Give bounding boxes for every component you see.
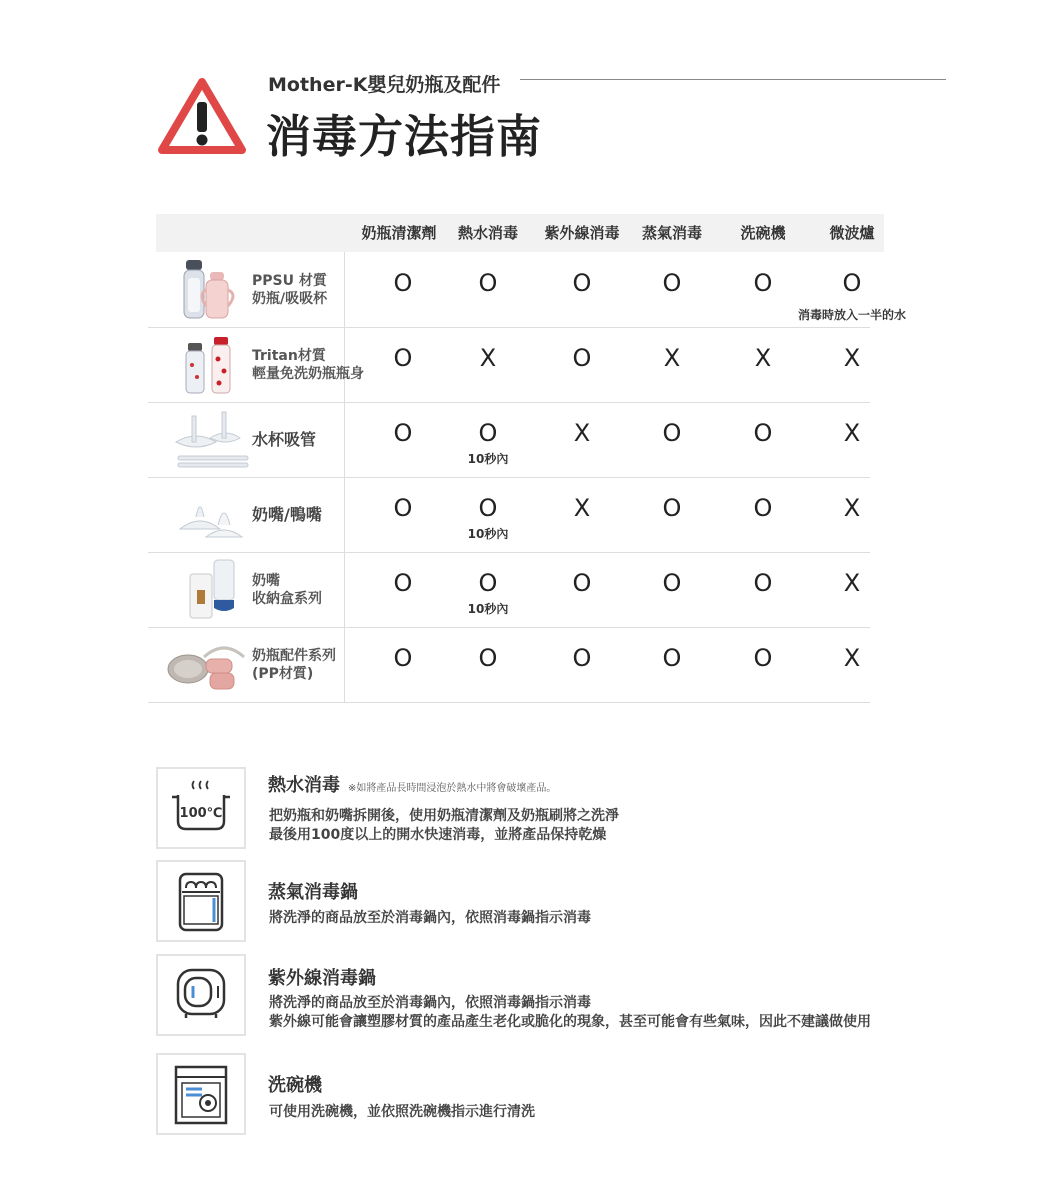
table-row <box>148 402 870 478</box>
product-subname: (PP材質) <box>252 665 314 682</box>
mark-cell <box>718 327 808 402</box>
mark-cell <box>537 552 627 627</box>
mark: O <box>753 569 773 597</box>
mark-cell <box>807 627 897 702</box>
accessories-icon <box>166 633 250 695</box>
mark-cell <box>718 552 808 627</box>
method-title-text: 熱水消毒 <box>268 775 340 796</box>
mark-cell <box>627 402 717 477</box>
column-header-steam: 蒸氣消毒 <box>641 224 702 242</box>
page-subtitle: Mother-K嬰兒奶瓶及配件 <box>268 74 501 96</box>
mark: X <box>573 419 591 447</box>
method-description: 把奶瓶和奶嘴拆開後，使用奶瓶清潔劑及奶瓶刷將之洗淨 <box>269 808 619 824</box>
tritan-bottles-icon <box>166 333 250 395</box>
product-name: 奶瓶配件系列 <box>252 647 336 664</box>
product-name: Tritan材質 <box>252 347 326 364</box>
mark-cell <box>443 477 533 552</box>
mark: X <box>843 419 861 447</box>
method-icon-box <box>156 1053 246 1135</box>
microwave-note: 消毒時放入一半的水 <box>797 308 906 322</box>
mark-cell <box>443 252 533 327</box>
method-icon-box <box>156 860 246 942</box>
mark-cell <box>358 627 448 702</box>
mark: O <box>393 344 413 372</box>
mark-cell <box>627 252 717 327</box>
column-header-dishwasher: 洗碗機 <box>740 224 786 242</box>
method-title: 紫外線消毒鍋 <box>268 968 376 989</box>
mark: X <box>754 344 772 372</box>
mark: O <box>393 569 413 597</box>
mark-cell <box>627 327 717 402</box>
page-title: 消毒方法指南 <box>266 110 543 163</box>
mark: O <box>753 269 773 297</box>
dishwasher-icon <box>158 1055 244 1135</box>
pot-temperature-label: 100℃ <box>179 806 223 821</box>
table-row <box>148 327 870 403</box>
mark: O <box>478 269 498 297</box>
mark: X <box>663 344 681 372</box>
mark: O <box>572 344 592 372</box>
product-label <box>252 627 336 702</box>
hot-water-pot-icon <box>158 769 244 847</box>
product-subname: 輕量免洗奶瓶瓶身 <box>252 365 364 382</box>
method-title <box>268 771 556 797</box>
method-description: 最後用100度以上的開水快速消毒，並將產品保持乾燥 <box>269 827 607 843</box>
method-title: 洗碗機 <box>268 1075 322 1096</box>
mark-cell <box>358 402 448 477</box>
mark: O <box>662 569 682 597</box>
mark-cell <box>443 627 533 702</box>
mark-cell <box>358 327 448 402</box>
mark-cell <box>807 552 897 627</box>
mark-cell <box>358 552 448 627</box>
mark-cell <box>358 252 448 327</box>
mark: O <box>753 644 773 672</box>
product-name: 奶嘴 <box>252 572 280 589</box>
mark-cell <box>537 402 627 477</box>
mark-cell <box>537 477 627 552</box>
column-header-uv: 紫外線消毒 <box>544 224 620 242</box>
mark-cell <box>627 627 717 702</box>
mark: O <box>753 419 773 447</box>
straw-icon <box>166 408 250 470</box>
mark: O <box>572 269 592 297</box>
table-row <box>148 252 906 328</box>
mark: O <box>662 494 682 522</box>
table-row <box>148 552 870 628</box>
product-subname: 奶瓶/吸吸杯 <box>252 290 328 307</box>
mark-cell <box>797 252 906 327</box>
page-header <box>0 0 1040 180</box>
mark: O <box>478 644 498 672</box>
mark-cell <box>627 477 717 552</box>
hot-water-note: 10秒內 <box>467 527 509 541</box>
method-description: 將洗淨的商品放至於消毒鍋內，依照消毒鍋指示消毒 <box>269 995 591 1011</box>
method-icon-box <box>156 954 246 1036</box>
hot-water-note: 10秒內 <box>467 452 509 466</box>
column-header-microwave: 微波爐 <box>829 224 875 242</box>
product-name: 水杯吸管 <box>252 429 317 449</box>
mark: O <box>842 269 862 297</box>
product-label <box>252 477 322 552</box>
mark: O <box>478 569 498 597</box>
nipple-icon <box>166 483 250 545</box>
product-name: 奶嘴/鴨嘴 <box>252 504 322 524</box>
mark: O <box>478 494 498 522</box>
mark-cell <box>807 327 897 402</box>
product-name: PPSU 材質 <box>252 272 327 289</box>
method-description: 可使用洗碗機，並依照洗碗機指示進行清洗 <box>269 1104 535 1120</box>
mark: O <box>753 494 773 522</box>
method-title-note: ※如將產品長時間浸泡於熱水中將會破壞產品。 <box>348 783 557 794</box>
product-label <box>252 402 316 477</box>
mark: X <box>843 569 861 597</box>
mark: O <box>572 569 592 597</box>
hot-water-note: 10秒內 <box>467 602 509 616</box>
column-header-hot-water: 熱水消毒 <box>457 224 518 242</box>
mark-cell <box>443 327 533 402</box>
mark-cell <box>358 477 448 552</box>
product-label <box>252 252 327 327</box>
mark-cell <box>627 552 717 627</box>
warning-triangle-icon <box>156 76 248 158</box>
table-header <box>156 214 884 252</box>
mark-cell <box>443 402 533 477</box>
mark-cell <box>807 477 897 552</box>
mark: O <box>393 419 413 447</box>
mark: X <box>843 644 861 672</box>
mark: X <box>843 494 861 522</box>
mark-cell <box>718 627 808 702</box>
mark: O <box>662 419 682 447</box>
table-row <box>148 627 870 703</box>
mark: X <box>843 344 861 372</box>
mark: O <box>662 269 682 297</box>
table-row <box>148 477 870 553</box>
product-label <box>252 327 364 402</box>
product-label <box>252 552 322 627</box>
mark-cell <box>537 252 627 327</box>
mark: O <box>393 494 413 522</box>
product-subname: 收納盒系列 <box>252 590 322 607</box>
mark: X <box>573 494 591 522</box>
header-rule <box>520 79 946 80</box>
mark: O <box>393 644 413 672</box>
column-header-cleanser: 奶瓶清潔劑 <box>361 224 437 242</box>
method-icon-box <box>156 767 246 849</box>
mark: O <box>662 644 682 672</box>
mark-cell <box>807 402 897 477</box>
mark-cell <box>718 477 808 552</box>
mark-cell <box>537 327 627 402</box>
mark: X <box>479 344 497 372</box>
mark: O <box>478 419 498 447</box>
method-title: 蒸氣消毒鍋 <box>268 882 358 903</box>
method-description: 紫外線可能會讓塑膠材質的產品產生老化或脆化的現象，甚至可能會有些氣味，因此不建議做使用 <box>269 1014 871 1030</box>
mark-cell <box>443 552 533 627</box>
uv-sterilizer-icon <box>158 956 244 1034</box>
mark-cell <box>718 402 808 477</box>
mark: O <box>572 644 592 672</box>
mark: O <box>393 269 413 297</box>
mark-cell <box>537 627 627 702</box>
steam-sterilizer-icon <box>158 862 244 940</box>
storage-box-icon <box>166 558 250 620</box>
bottles-icon <box>166 258 250 320</box>
method-description: 將洗淨的商品放至於消毒鍋內，依照消毒鍋指示消毒 <box>269 910 591 926</box>
